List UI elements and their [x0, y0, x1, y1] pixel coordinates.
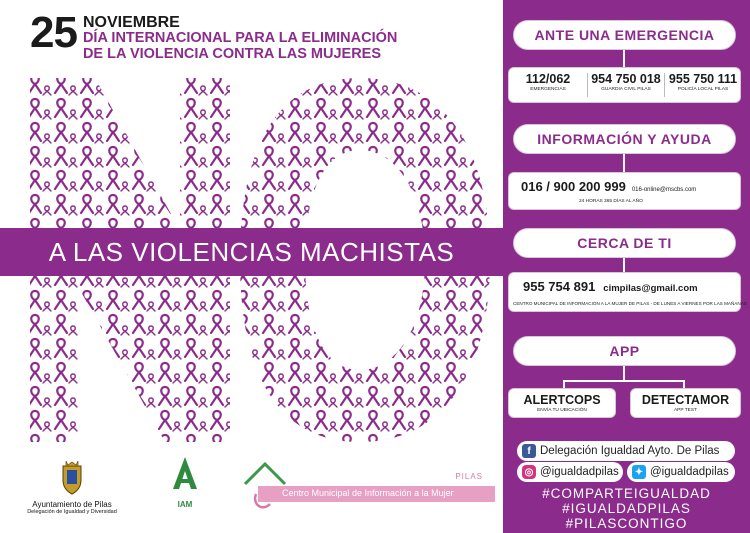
cmim-name: Centro Municipal de Información a la Mujer: [282, 488, 454, 498]
hashtag: #PILASCONTIGO: [565, 516, 688, 531]
app-label: ENVÍA TU UBICACIÓN: [537, 408, 587, 413]
ayuntamiento-name: Ayuntamiento de Pilas: [32, 500, 112, 509]
info-phone[interactable]: 016 / 900 200 999: [521, 179, 626, 194]
connector: [683, 380, 685, 388]
iam-logo: [160, 455, 210, 509]
facebook-icon: f: [522, 444, 536, 458]
emergency-phones: [508, 67, 741, 103]
connector: [563, 380, 685, 382]
twitter-handle: @igualdadpilas: [650, 466, 729, 478]
junta-andalucia-icon: [168, 455, 202, 493]
title-line-2: DE LA VIOLENCIA CONTRA LAS MUJERES: [82, 45, 382, 62]
app-name: ALERTCOPS: [523, 393, 601, 407]
facebook-handle: Delegación Igualdad Ayto. De Pilas: [540, 445, 720, 457]
iam-label: IAM: [177, 500, 193, 509]
nearby-heading: CERCA DE TI: [513, 228, 736, 258]
instagram-link[interactable]: [517, 462, 623, 482]
info-box: [508, 172, 741, 210]
facebook-link[interactable]: [517, 441, 735, 461]
app-heading: APP: [513, 336, 736, 366]
hashtag: #COMPARTEIGUALDAD: [542, 486, 711, 501]
phone-guardia-civil[interactable]: [589, 72, 663, 93]
phone-policia-local[interactable]: [666, 72, 740, 93]
info-heading: INFORMACIÓN Y AYUDA: [513, 124, 736, 154]
connector: [623, 366, 625, 380]
twitter-icon: ✦: [632, 465, 646, 479]
nearby-phone[interactable]: 955 754 891: [523, 279, 596, 294]
day-number: 25: [30, 8, 77, 57]
instagram-icon: ◎: [522, 465, 536, 479]
info-right-panel: [503, 0, 750, 533]
connector: [623, 50, 625, 68]
cmim-city: PILAS: [455, 472, 483, 481]
slogan-band: [0, 228, 503, 276]
app-label: APP TEST: [673, 408, 698, 413]
phone-emergencias[interactable]: [511, 72, 585, 93]
phone-label: POLICÍA LOCAL PILAS: [677, 87, 729, 92]
nearby-note: CENTRO MUNICIPAL DE INFORMACIÓN A LA MUJER DE PILAS - DE LUNES A VIERNES POR LAS MAÑANAS: [513, 301, 747, 306]
coat-of-arms-icon: [57, 460, 87, 496]
app-name: DETECTAMOR: [641, 393, 730, 407]
app-detectamor[interactable]: [630, 388, 741, 418]
title-line-1: DÍA INTERNACIONAL PARA LA ELIMINACIÓN: [82, 30, 398, 46]
cmim-logo: [238, 458, 495, 518]
ayuntamiento-subtitle: Delegación de Igualdad y Diversidad: [27, 509, 117, 515]
ayuntamiento-logo: [12, 460, 132, 515]
phone-label: GUARDIA CIVIL PILAS: [601, 87, 651, 92]
phone-number: 955 750 111: [668, 72, 738, 86]
instagram-handle: @igualdadpilas: [540, 466, 619, 478]
emergency-heading: ANTE UNA EMERGENCIA: [513, 20, 736, 50]
nearby-email[interactable]: cimpilas@gmail.com: [603, 283, 698, 294]
twitter-link[interactable]: [627, 462, 735, 482]
divider: [664, 73, 665, 97]
info-email[interactable]: 016-online@mscbs.com: [631, 187, 697, 193]
slogan-text: A LAS VIOLENCIAS MACHISTAS: [48, 236, 455, 267]
month-label: NOVIEMBRE: [82, 14, 180, 31]
connector: [563, 380, 565, 388]
phone-number: 112/062: [525, 72, 571, 86]
app-alertcops[interactable]: [508, 388, 616, 418]
divider: [587, 73, 588, 97]
hashtag: #IGUALDADPILAS: [562, 501, 691, 516]
phone-number: 954 750 018: [591, 72, 661, 86]
date-header: [30, 8, 398, 62]
info-note: 24 HORAS 365 DÍAS AL AÑO: [579, 199, 643, 204]
nearby-box: [508, 272, 747, 312]
phone-label: EMERGENCIAS: [530, 87, 566, 92]
connector: [623, 154, 625, 174]
